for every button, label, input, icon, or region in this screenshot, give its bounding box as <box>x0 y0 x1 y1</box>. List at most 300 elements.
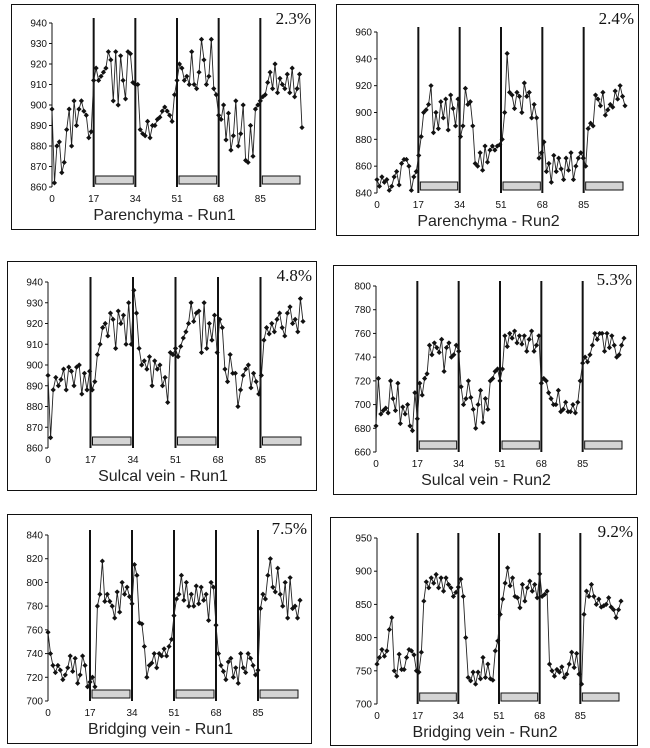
data-point <box>277 76 282 81</box>
data-point <box>166 644 171 649</box>
y-tick-label: 940 <box>30 18 47 30</box>
data-point <box>436 585 441 590</box>
data-point <box>236 143 241 148</box>
chart-sulcal-vein-run2 <box>333 265 637 495</box>
x-tick-label: 34 <box>126 708 138 719</box>
data-point <box>59 170 64 175</box>
data-point <box>110 604 115 609</box>
y-tick-label: 840 <box>26 530 43 542</box>
data-point <box>120 78 125 83</box>
data-point <box>525 585 530 590</box>
data-point <box>179 573 184 578</box>
data-point <box>111 98 116 103</box>
data-point <box>265 80 270 85</box>
data-point <box>181 598 186 603</box>
data-point <box>191 604 196 609</box>
data-point <box>559 664 564 669</box>
data-point <box>379 174 384 179</box>
data-point <box>595 96 600 101</box>
data-point <box>534 115 539 120</box>
data-point <box>79 391 84 396</box>
data-point <box>64 387 69 392</box>
data-point <box>522 80 527 85</box>
data-point <box>602 349 607 354</box>
data-point <box>605 107 610 112</box>
data-point <box>160 109 165 114</box>
data-point <box>446 340 451 345</box>
x-tick-label: 17 <box>412 711 424 722</box>
data-point <box>552 674 557 679</box>
y-tick-label: 870 <box>26 422 43 434</box>
data-point <box>387 627 392 632</box>
data-point <box>478 150 483 155</box>
data-point <box>58 377 63 382</box>
data-point <box>218 663 223 668</box>
data-point <box>263 596 268 601</box>
data-point <box>206 74 211 79</box>
data-point <box>71 98 76 103</box>
stimulus-block <box>92 690 130 698</box>
data-point <box>503 581 508 586</box>
data-point <box>208 580 213 585</box>
data-point <box>505 51 510 56</box>
data-point <box>520 582 525 587</box>
data-point <box>123 96 128 101</box>
data-point <box>437 350 442 355</box>
x-tick-label: 85 <box>254 194 266 205</box>
data-point <box>113 49 118 54</box>
data-point <box>118 53 123 58</box>
data-point <box>162 646 167 651</box>
data-point <box>492 147 497 152</box>
data-point <box>272 61 277 66</box>
data-point <box>514 90 519 95</box>
data-point <box>607 345 612 350</box>
y-tick-label: 720 <box>26 672 43 684</box>
x-tick-label: 34 <box>453 459 465 470</box>
data-point <box>80 653 85 658</box>
data-point <box>522 333 527 338</box>
data-point <box>438 575 443 580</box>
data-point <box>443 96 448 101</box>
data-point <box>519 110 524 115</box>
data-point <box>389 615 394 620</box>
data-point <box>404 655 409 660</box>
data-point <box>269 321 274 326</box>
x-tick-label: 0 <box>374 200 380 211</box>
y-tick-label: 890 <box>30 121 47 132</box>
data-point <box>524 349 529 354</box>
data-point <box>374 662 379 667</box>
data-point <box>288 575 293 580</box>
data-point <box>448 92 453 97</box>
y-tick-label: 960 <box>355 27 372 39</box>
x-tick-label: 68 <box>210 708 222 719</box>
data-point <box>233 665 238 670</box>
data-point <box>527 337 532 342</box>
data-point <box>570 402 575 407</box>
data-point <box>196 70 201 75</box>
data-point <box>294 86 299 91</box>
percent-change-label: 7.5% <box>271 519 307 538</box>
data-point <box>58 668 63 673</box>
data-point <box>471 407 476 412</box>
data-point <box>594 602 599 607</box>
data-point <box>426 585 431 590</box>
data-point <box>549 668 554 673</box>
data-point <box>63 672 68 677</box>
percent-change-label: 5.3% <box>596 270 632 289</box>
data-point <box>57 139 62 144</box>
data-point <box>510 336 515 341</box>
y-tick-label: 700 <box>355 699 372 711</box>
data-point <box>561 177 566 182</box>
y-tick-label: 860 <box>355 161 372 173</box>
percent-change-label: 4.8% <box>276 266 312 285</box>
data-point <box>212 313 217 318</box>
x-tick-label: 85 <box>252 708 264 719</box>
data-point <box>264 325 269 330</box>
chart-svg <box>8 262 318 492</box>
data-point <box>221 669 226 674</box>
data-point <box>272 329 277 334</box>
data-point <box>431 130 436 135</box>
y-tick-label: 900 <box>355 566 372 578</box>
data-point <box>192 82 197 87</box>
data-point <box>497 378 502 383</box>
data-point <box>587 352 592 357</box>
data-point <box>428 83 433 88</box>
chart-title: Parenchyma - Run2 <box>417 213 560 230</box>
data-point <box>201 598 206 603</box>
data-point <box>67 107 72 112</box>
data-point <box>415 416 420 421</box>
chart-svg <box>12 5 317 231</box>
data-point <box>122 592 127 597</box>
data-point <box>178 344 183 349</box>
data-point <box>76 107 81 112</box>
data-point <box>283 580 288 585</box>
data-point <box>45 373 50 378</box>
data-point <box>593 92 598 97</box>
y-tick-label: 850 <box>355 599 372 611</box>
data-point <box>554 169 559 174</box>
data-point <box>618 598 623 603</box>
data-point <box>115 589 120 594</box>
data-point <box>431 581 436 586</box>
data-point <box>573 164 578 169</box>
data-point <box>529 328 534 333</box>
data-point <box>204 592 209 597</box>
data-point <box>53 375 58 380</box>
chart-title: Bridging vein - Run1 <box>88 721 233 738</box>
data-point <box>134 573 139 578</box>
data-point <box>246 362 251 367</box>
data-point <box>473 426 478 431</box>
data-point <box>461 402 466 407</box>
data-point <box>98 74 103 79</box>
data-point <box>79 98 84 103</box>
data-point <box>82 371 87 376</box>
data-point <box>64 127 69 132</box>
data-point <box>290 321 295 326</box>
data-point <box>187 82 192 87</box>
data-point <box>138 127 143 132</box>
data-point <box>106 49 111 54</box>
data-point <box>411 652 416 657</box>
data-point <box>243 670 248 675</box>
data-point <box>421 598 426 603</box>
data-point <box>295 329 300 334</box>
data-point <box>108 311 113 316</box>
data-point <box>223 137 228 142</box>
stimulus-block <box>420 182 457 190</box>
data-point <box>113 346 118 351</box>
data-point <box>184 580 189 585</box>
data-point <box>293 317 298 322</box>
data-point <box>578 150 583 155</box>
data-point <box>105 592 110 597</box>
data-point <box>392 174 397 179</box>
data-point <box>87 679 92 684</box>
data-point <box>483 396 488 401</box>
data-point <box>280 325 285 330</box>
data-point <box>51 387 56 392</box>
data-point <box>243 367 248 372</box>
data-point <box>581 612 586 617</box>
x-tick-label: 34 <box>452 711 464 722</box>
data-point <box>612 343 617 348</box>
data-point <box>81 109 86 114</box>
data-point <box>400 404 405 409</box>
data-point <box>563 400 568 405</box>
data-point <box>456 585 461 590</box>
data-point <box>84 113 89 118</box>
data-point <box>373 423 378 428</box>
data-point <box>377 655 382 660</box>
stimulus-block <box>503 182 540 190</box>
chart-title: Sulcal vein - Run1 <box>98 468 228 485</box>
data-point <box>160 383 165 388</box>
data-point <box>123 342 128 347</box>
data-point <box>149 383 154 388</box>
data-point <box>235 404 240 409</box>
data-point <box>568 150 573 155</box>
data-point <box>136 346 141 351</box>
data-point <box>539 381 544 386</box>
data-point <box>444 345 449 350</box>
data-point <box>384 648 389 653</box>
data-point <box>211 86 216 91</box>
y-tick-label: 910 <box>26 339 43 351</box>
chart-sulcal-vein-run1 <box>7 261 317 491</box>
data-point <box>617 83 622 88</box>
data-point <box>145 119 150 124</box>
data-point <box>420 392 425 397</box>
data-point <box>485 407 490 412</box>
x-tick-label: 68 <box>536 200 548 211</box>
data-point <box>609 333 614 338</box>
data-point <box>241 665 246 670</box>
data-point <box>604 331 609 336</box>
data-point <box>228 352 233 357</box>
data-point <box>532 582 537 587</box>
data-point <box>238 651 243 656</box>
data-point <box>174 78 179 83</box>
stimulus-block <box>262 176 300 184</box>
data-point <box>585 359 590 364</box>
data-point <box>126 300 131 305</box>
data-point <box>517 333 522 338</box>
data-point <box>512 106 517 111</box>
data-point <box>162 104 167 109</box>
data-point <box>144 367 149 372</box>
data-point <box>620 94 625 99</box>
data-point <box>191 319 196 324</box>
data-point <box>460 123 465 128</box>
y-tick-label: 880 <box>30 141 47 153</box>
data-point <box>73 656 78 661</box>
data-point <box>231 675 236 680</box>
data-point <box>292 94 297 99</box>
data-point <box>427 343 432 348</box>
data-point <box>254 379 259 384</box>
data-point <box>169 119 174 124</box>
data-point <box>548 396 553 401</box>
data-point <box>69 143 74 148</box>
data-point <box>253 107 258 112</box>
data-point <box>228 148 233 153</box>
data-point <box>386 410 391 415</box>
x-tick-label: 0 <box>373 459 379 470</box>
data-point <box>103 66 108 71</box>
data-point <box>396 182 401 187</box>
chart-bridging-vein-run1 <box>7 514 312 744</box>
data-point <box>456 349 461 354</box>
data-point <box>60 677 65 682</box>
data-point <box>422 376 427 381</box>
y-tick-label: 860 <box>26 443 43 455</box>
data-point <box>446 127 451 132</box>
data-point <box>394 169 399 174</box>
data-point <box>225 379 230 384</box>
data-point <box>134 311 139 316</box>
y-tick-label: 820 <box>26 554 43 566</box>
data-point <box>432 340 437 345</box>
data-point <box>165 400 170 405</box>
data-point <box>426 102 431 107</box>
x-tick-label: 17 <box>84 455 97 466</box>
data-point <box>226 111 231 116</box>
data-point <box>103 321 108 326</box>
data-point <box>236 681 241 686</box>
data-point <box>290 66 295 71</box>
data-point <box>78 672 83 677</box>
data-point <box>507 583 512 588</box>
data-point <box>285 615 290 620</box>
data-point <box>549 180 554 185</box>
data-point <box>53 670 58 675</box>
data-point <box>278 592 283 597</box>
x-tick-label: 17 <box>411 459 423 470</box>
data-point <box>567 662 572 667</box>
data-point <box>52 180 57 185</box>
data-point <box>571 177 576 182</box>
data-point <box>429 575 434 580</box>
x-tick-label: 51 <box>171 194 183 205</box>
data-point <box>500 596 505 601</box>
data-point <box>622 103 627 108</box>
data-point <box>429 352 434 357</box>
y-tick-label: 880 <box>26 402 43 413</box>
data-point <box>213 623 218 628</box>
x-tick-label: 51 <box>495 200 507 211</box>
x-tick-label: 68 <box>213 194 225 205</box>
data-point <box>576 156 581 161</box>
data-point <box>300 319 305 324</box>
data-point <box>162 375 167 380</box>
data-point <box>463 86 468 91</box>
data-point <box>251 371 256 376</box>
data-point <box>222 367 227 372</box>
data-point <box>394 674 399 679</box>
data-point <box>142 644 147 649</box>
data-point <box>267 331 272 336</box>
data-point <box>530 589 535 594</box>
data-point <box>260 592 265 597</box>
data-point <box>395 381 400 386</box>
data-point <box>493 648 498 653</box>
data-point <box>238 131 243 136</box>
data-point <box>379 647 384 652</box>
data-point <box>268 556 273 561</box>
data-point <box>575 400 580 405</box>
data-point <box>569 650 574 655</box>
data-point <box>287 304 292 309</box>
x-tick-label: 0 <box>49 194 55 205</box>
y-tick-label: 740 <box>26 649 43 661</box>
data-point <box>49 107 54 112</box>
data-point <box>461 594 466 599</box>
y-tick-label: 860 <box>30 182 47 194</box>
data-point <box>295 615 300 620</box>
x-tick-label: 0 <box>45 708 51 719</box>
data-point <box>586 594 591 599</box>
data-point <box>482 143 487 148</box>
data-point <box>453 123 458 128</box>
x-tick-label: 51 <box>494 459 506 470</box>
data-point <box>207 321 212 326</box>
data-point <box>86 135 91 140</box>
data-point <box>405 402 410 407</box>
data-point <box>581 156 586 161</box>
data-point <box>463 635 468 640</box>
data-point <box>139 362 144 367</box>
data-point <box>202 300 207 305</box>
x-tick-label: 85 <box>254 455 267 466</box>
data-point <box>527 90 532 95</box>
y-tick-label: 720 <box>354 376 371 388</box>
data-point <box>282 333 287 338</box>
data-point <box>246 651 251 656</box>
data-point <box>95 352 100 357</box>
data-point <box>61 367 66 372</box>
data-point <box>45 630 50 635</box>
data-point <box>480 420 485 425</box>
data-point <box>48 435 53 440</box>
data-point <box>112 615 117 620</box>
data-point <box>468 395 473 400</box>
